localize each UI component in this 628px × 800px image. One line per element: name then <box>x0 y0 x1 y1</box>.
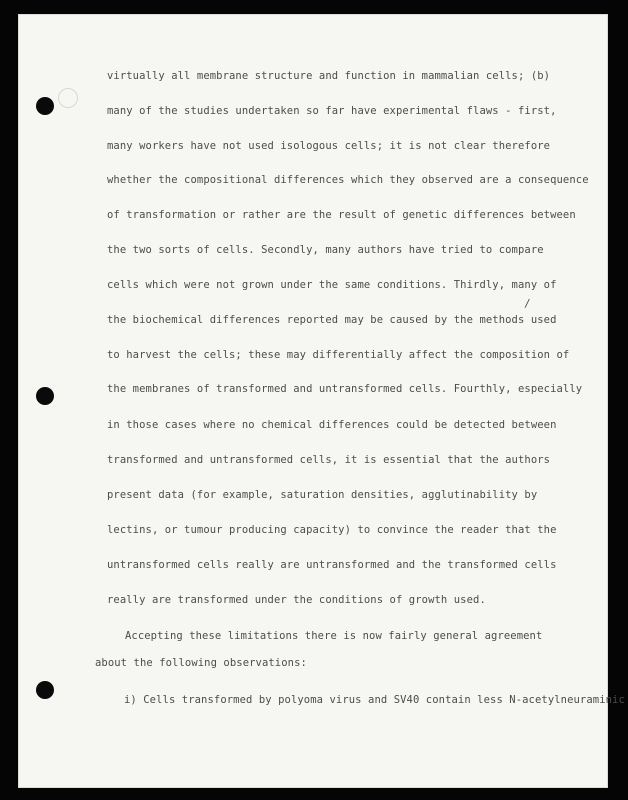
paragraph-2-line-2: about the following observations: <box>95 657 307 669</box>
punch-hole-ring-top <box>58 88 78 108</box>
text-line-16: really are transformed under the conditions of growth used. <box>107 594 486 606</box>
text-line-5: of transformation or rather are the result of genetic differences between <box>107 209 576 221</box>
text-line-8: the biochemical differences reported may be caused by the methods used <box>107 314 557 326</box>
document-page <box>18 14 625 788</box>
text-line-12: transformed and untransformed cells, it is essential that the authors <box>107 454 551 466</box>
punch-hole-top <box>36 97 54 115</box>
punch-hole-middle <box>36 387 54 405</box>
text-line-13: present data (for example, saturation densities, agglutinability by <box>107 489 538 501</box>
paragraph-2-line-1: Accepting these limitations there is now fairly general agreement <box>125 630 543 642</box>
text-line-11: in those cases where no chemical differences could be detected between <box>107 419 557 431</box>
text-line-15: untransformed cells really are untransformed and the transformed cells <box>107 559 557 571</box>
text-line-7: cells which were not grown under the same conditions. Thirdly, many of <box>107 279 557 291</box>
text-line-3: many workers have not used isologous cells; it is not clear therefore <box>107 140 551 152</box>
text-line-9: to harvest the cells; these may differentially affect the composition of <box>107 349 570 361</box>
text-line-6: the two sorts of cells. Secondly, many authors have tried to compare <box>107 244 544 256</box>
text-line-14: lectins, or tumour producing capacity) to convince the reader that the <box>107 524 557 536</box>
list-item-i: i) Cells transformed by polyoma virus and SV40 contain less N-acetylneuraminic <box>124 694 625 706</box>
text-line-1: virtually all membrane structure and function in mammalian cells; (b) <box>107 70 551 82</box>
punch-hole-bottom <box>36 681 54 699</box>
text-line-4: whether the compositional differences which they observed are a consequence <box>107 174 589 186</box>
margin-pencil-mark: / <box>524 297 531 310</box>
text-line-10: the membranes of transformed and untransformed cells. Fourthly, especially <box>107 383 583 395</box>
text-line-2: many of the studies undertaken so far have experimental flaws - first, <box>107 105 557 117</box>
